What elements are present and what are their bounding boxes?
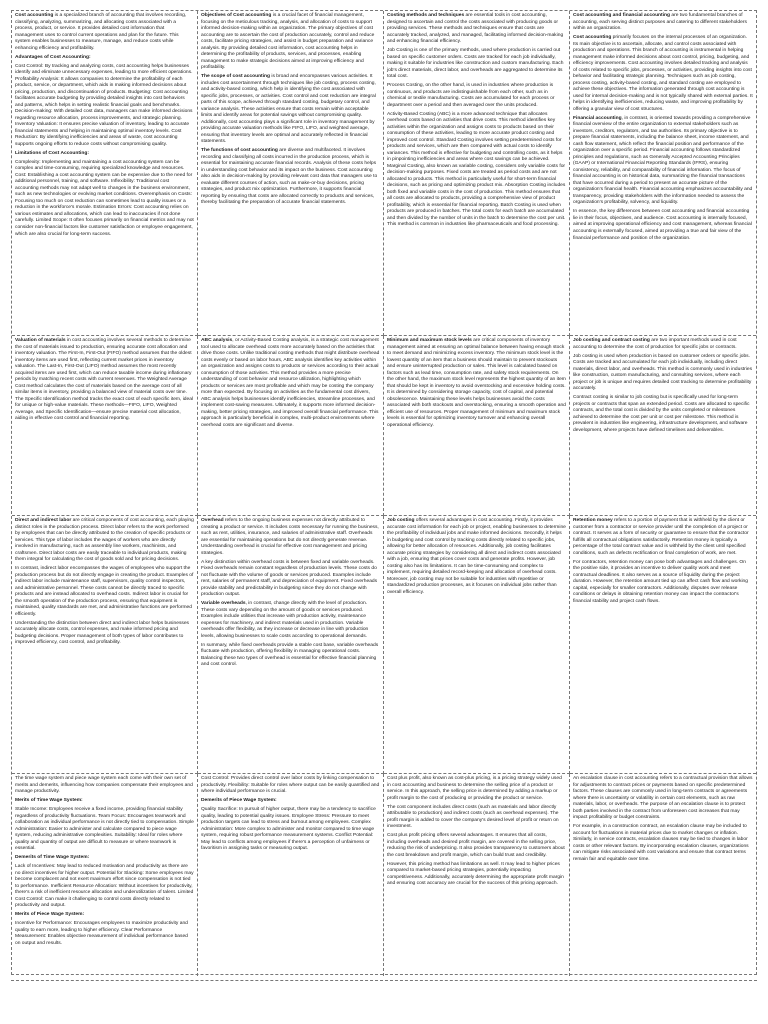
note-paragraph [15, 13, 194, 52]
note-paragraph [201, 74, 380, 146]
note-text: are critical components of cost accounting, each playing distinct roles in the production process. Direct labor refers to the work performed by employees that can be directly attributed to the creation of specific products or services. This type of labor includes the wages of workers who are directly involved in manufacturing, such as assembly line workers, machinists, and craftsmen. Direct labor costs are easily traceable to individual products, making them integral for calculating the cost of goods sold and for pricing decisions. [15, 518, 194, 563]
note-text: Cost plus profit pricing offers several advantages. It ensures that all costs, including overheads and desired profit margin, are covered in the selling price, reducing the risk of underpricing. It also provides transparency to customers about the cost breakdown and profit margin, which can build trust and credibility. [387, 833, 565, 858]
note-term: Cost accounting [15, 13, 54, 18]
note-paragraph [387, 83, 566, 109]
note-term: Cost accounting and financial accounting [573, 13, 671, 18]
note-paragraph [573, 116, 753, 207]
note-text: offers several advantages in cost accounting. Firstly, it provides accurate cost information for each job or project, enabling businesses to determine the profitability of individual jobs and make informed decisions. Secondly, it helps in budgeting and cost control by tracking costs directly related to specific jobs, allowing for better allocation of resources. Additionally, job costing facilitates accurate pricing strategies by considering all direct and indirect costs associated with a job, ensuring that prices cover costs and generate profits. However, job costing also has its limitations. It can be time-consuming and complex to implement, requiring detailed record-keeping and allocation of overhead costs. Moreover, job costing may not be suitable for industries with repetitive or standardized production processes, as it focuses on individual jobs rather than overall efficiency. [387, 518, 566, 595]
note-paragraph [201, 643, 380, 669]
notes-grid [12, 11, 756, 974]
note-paragraph [387, 338, 566, 429]
note-text: , or Activity-Based Costing analysis, is a strategic cost management tool used to allocate overhead costs more accurately based on the activities that drive those costs. Unlike traditional costing methods that might distribute overhead costs evenly or based on labor hours, ABC analysis identifies key activities within an organization and assigns costs to products or services according to their actual consumption of those activities. This method provides a more precise understanding of cost behavior and resource utilization, highlighting which products or services are most profitable and which may be costing the company more than expected. By focusing on activities as the fundamental cost drivers, ABC analysis helps businesses identify inefficiencies, streamline processes, and implement cost-saving measures. Ultimately, it supports more informed decision-making, better pricing strategies, and improved overall financial performance. This approach is particularly beneficial in complex, multi-product environments where overhead costs are significant and diverse. [201, 338, 380, 428]
note-paragraph [15, 855, 194, 862]
note-text: An escalation clause in cost accounting refers to a contractual provision that allows for adjustments to contract prices or payments based on specific predetermined factors. These clauses are commonly used in long-term contracts or agreements where there is uncertainty or volatility in certain cost elements, such as raw materials, labor, or overheads. The purpose of an escalation clause is to protect both parties involved in the contract from unforeseen cost increases that may impact profitability or budget constraints. [573, 776, 753, 821]
note-paragraph [573, 824, 753, 863]
note-cell [198, 516, 384, 774]
note-cell [12, 11, 198, 336]
note-term: Valuation of materials [15, 338, 66, 343]
note-paragraph [201, 338, 380, 429]
note-text: Cost plus profit, also known as cost-plus pricing, is a pricing strategy widely used in cost accounting and business to determine the selling price of a product or service. In this approach, the selling price is determined by adding a markup or profit margin to the cost of producing or providing the product or service. [387, 776, 562, 801]
note-paragraph [15, 798, 194, 805]
note-text: Understanding the distinction between direct and indirect labor helps businesses accurately allocate costs, control expenses, and make informed pricing and budgeting decisions. Proper management of both types of labor contributes to improved efficiency, cost control, and profitability. [15, 620, 189, 646]
note-cell [384, 11, 570, 336]
note-text: is a specialized branch of accounting that involves recording, classifying, analyzing, summarizing, and allocating costs associated with a process, product, or service. It provides detailed cost information that management uses to control current operations and plan for the future. This system enables businesses to measure, manage, and reduce costs while enhancing efficiency and profitability. [15, 13, 187, 51]
note-text: are two fundamental branches of accounting, each serving distinct purposes and catering to different stakeholders within an organization. [573, 13, 747, 32]
note-paragraph [15, 921, 194, 947]
note-text: are essential tools in cost accounting, designed to ascertain and control the costs associated with producing goods or providing services. These methods and techniques ensure that costs are accurately tracked, analyzed, and managed, facilitating informed decision-making and enhancing financial efficiency. [387, 13, 564, 45]
note-cell [384, 774, 570, 976]
note-cell [570, 516, 756, 774]
note-text: are two important methods used in cost accounting to determine the cost of production for specific jobs or contracts. [573, 338, 737, 350]
note-text: Incentive for Performance: Encourages employees to maximize productivity and quality to earn more, leading to higher efficiency. Clear Performance Measurement: Enables objective measurement of individual performance based on output and results. [15, 921, 188, 946]
note-paragraph [573, 338, 753, 351]
note-paragraph [15, 338, 194, 423]
note-text: The cost component includes direct costs (such as materials and labor directly attributable to production) and indirect costs (such as overhead expenses). The profit margin is added to cover the company's desired level of profit or return on investment. [387, 804, 559, 830]
note-text: Contract costing is similar to job costing but is specifically used for long-term projects or contracts that span an extended period. Costs are allocated to specific contracts, and the total cost is divided by the units completed or milestones achieved to determine the cost per unit or cost per milestone. This method is prevalent in industries like engineering, infrastructure development, and software development, where projects have defined timelines and deliverables. [573, 395, 750, 433]
note-text: Activity-Based Costing (ABC) is a more advanced technique that allocates overhead costs based on activities that drive costs. This method identifies key activities within the organization and assigns costs to products based on their consumption of these activities, leading to more accurate product costing and improved cost control. Standard Costing involves setting predetermined costs for products and services, which are then compared with actual costs to identify variances. This method is effective for budgeting and controlling costs, as it helps in pinpointing inefficiencies and areas where cost savings can be achieved. Marginal Costing, also known as variable costing, considers only variable costs for decision-making purposes. Fixed costs are treated as period costs and are not allocated to products. This method is particularly useful for short-term financial decisions, such as pricing and optimizing product mix. Absorption Costing includes both fixed and variable costs in the cost of production. This method ensures that all costs are allocated to products, providing a comprehensive view of product profitability, which is essential for financial reporting. Batch Costing is used when products are produced in batches. The total costs for each batch are accumulated and then divided by the number of units in the batch to determine the cost per unit. This method is common in industries like pharmaceuticals and food processing. [387, 111, 566, 228]
note-paragraph [15, 864, 194, 910]
note-paragraph [573, 354, 753, 393]
note-text: Job Costing is one of the primary methods, used where production is carried out based on specific customer orders. Costs are tracked for each job individually, making it suitable for industries like construction and custom manufacturing. Each job's direct materials, direct labor, and overheads are aggregated to determine its total cost. [387, 48, 564, 80]
note-paragraph [573, 776, 753, 822]
note-paragraph [573, 518, 753, 557]
note-paragraph [201, 776, 380, 796]
note-cell [198, 336, 384, 516]
note-term: Costing methods and techniques [387, 13, 465, 18]
note-cell [198, 774, 384, 976]
note-term: Merits of Piece Wage System: [15, 912, 85, 918]
note-paragraph [387, 112, 566, 229]
note-paragraph [201, 560, 380, 599]
note-paragraph [15, 621, 194, 647]
note-cell [198, 11, 384, 336]
note-paragraph [387, 518, 566, 596]
note-paragraph [201, 148, 380, 207]
note-term: Overhead [201, 518, 224, 523]
note-text: is broad and encompasses various activities. It includes cost ascertainment through techniques like job costing, process costing, and activity-based costing, which help in identifying the cost associated with specific jobs, processes, or activities. Cost control and cost reduction are integral parts of this scope, achieved through standard costing, budgetary control, and variance analysis. These activities ensure that costs remain within acceptable limits and identify areas for potential savings without compromising quality. Additionally, cost accounting plays a significant role in inventory management by providing accurate valuation methods like FIFO, LIFO, and weighted average, ensuring that inventory levels are optimal and accurately reflected in financial statements. [201, 74, 376, 145]
note-term: Cost accounting [573, 35, 612, 41]
note-paragraph [15, 776, 194, 796]
note-text: For example, in a construction contract, an escalation clause may be included to account for fluctuations in material prices due to market changes or inflation. Similarly, in service contracts, escalation clauses may be tied to changes in labor costs or other relevant factors. By incorporating escalation clauses, organizations can mitigate risks associated with cost variations and ensure that contract terms remain fair and equitable over time. [573, 824, 749, 862]
note-term: Direct and indirect labor [15, 518, 72, 523]
note-text: refers to a portion of payment that is withheld by the client or customer from a contractor or service provider until the completion of a project or contract. It serves as a form of security or guarantee to ensure that the contractor fulfills all contractual obligations satisfactorily. Retention money is typically a percentage of the total contract value and is withheld by the client until specified conditions, such as defects rectification or final completion of work, are met. [573, 518, 749, 556]
note-paragraph [15, 55, 194, 62]
note-term: Advantages of Cost Accounting: [15, 54, 91, 60]
note-paragraph [387, 48, 566, 81]
note-text: Cost Control: Provides direct control over labor costs by linking compensation to productivity. Flexibility: Suitable for roles where output can be easily quantified and where individual performance is crucial. [201, 776, 380, 795]
note-term: Demerits of Time Wage System: [15, 855, 90, 861]
note-paragraph [15, 566, 194, 618]
note-paragraph [15, 160, 194, 238]
note-term: Financial accounting [573, 115, 622, 121]
note-paragraph [201, 798, 380, 805]
note-term: The scope of cost accounting [201, 74, 271, 80]
note-term: The functions of cost accounting [201, 148, 278, 154]
note-paragraph [15, 912, 194, 919]
bottom-divider [11, 980, 757, 981]
note-paragraph [387, 13, 566, 46]
note-text: is a crucial facet of financial management, focusing on the meticulous tracking, analysis, and allocation of costs to support informed decision-making within an organization. The primary objectives of cost accounting are to ascertain the cost of production accurately, control and reduce costs, facilitate pricing strategies, and assist in budget preparation and variance analysis. By providing detailed cost information, cost accounting helps in determining the profitability of products, services, and processes, enabling management to make strategic decisions aimed at improving efficiency and profitability. [201, 13, 375, 71]
note-text: For contractors, retention money can pose both advantages and challenges. On the positive side, it provides an incentive to deliver quality work and meet contractual deadlines. It also serves as a source of liquidity during the project duration. However, the retention amount tied up can affect cash flow and working capital, especially for smaller contractors. Additionally, disputes over release conditions or delays in obtaining retention money can impact the contractor's financial stability and project cash flows. [573, 559, 748, 604]
note-text: Job costing is used when production is based on customer orders or specific jobs. Costs are tracked and accumulated for each job individually, including direct materials, direct labor, and overheads. This method is commonly used in industries like construction, custom manufacturing, and consulting services, where each project or job is unique and requires detailed cost tracking to determine profitability accurately. [573, 353, 753, 392]
note-text: A key distinction within overhead costs is between fixed and variable overheads. Fixed overheads remain constant regardless of production levels. These costs do not fluctuate with the volume of goods or services produced. Examples include rent, salaries of permanent staff, and depreciation of equipment. Fixed overheads provide stability and predictability in budgeting since they do not change with production output. [201, 559, 378, 598]
note-paragraph [387, 776, 566, 802]
note-term: Objectives of Cost accounting [201, 13, 272, 18]
note-text: Complexity: Implementing and maintaining a cost accounting system can be complex and time-consuming, requiring specialized knowledge and resources. Cost: Establishing a cost accounting system can be expensive due to the need for additional personnel, training, and software. Inflexibility: Traditional cost accounting methods may not adapt well to changes in the business environment, such as new technologies or evolving market conditions. Overemphasis on Costs: Focusing too much on cost reduction can sometimes lead to quality issues or a reduction in the workforce's morale. Estimation Errors: Cost accounting relies on various estimates and allocations, which can lead to inaccuracies if not done carefully. Limited Scope: It often focuses primarily on financial metrics and may not consider non-financial factors like customer satisfaction or employee engagement, which are also crucial for long-term success. [15, 159, 194, 237]
note-text: Stable Income: Employees receive a fixed income, providing financial stability regardless of productivity fluctuations. Team Focus: Encourages teamwork and collaboration as individual performance is not directly tied to compensation. Simple Administration: Easier to administer and calculate compared to piece wage system, reducing administrative complexities. Suitability: Ideal for roles where quality and quantity of output are difficult to measure or where teamwork is essential. [15, 807, 194, 852]
note-cell [12, 516, 198, 774]
note-text: Process Costing, on the other hand, is used in industries where production is continuous, and products are indistinguishable from each other, such as in chemical or textile manufacturing. Costs are accumulated for each process or department over a period and then averaged over the units produced. [387, 83, 555, 108]
note-text: refers to the ongoing business expenses not directly attributed to creating a product or service. It includes costs necessary for running the business, such as rent, utilities, insurance, and salaries of administrative staff. Overheads are essential for maintaining operations but do not directly generate revenue. Understanding overhead is crucial for effective cost management and pricing strategies. [201, 518, 379, 556]
note-paragraph [387, 833, 566, 859]
note-paragraph [387, 805, 566, 831]
note-term: Retention money [573, 518, 613, 523]
note-term: Minimum and maximum stock levels [387, 338, 472, 343]
note-text: In summary, while fixed overheads provide a stable cost base, variable overheads fluctuate with production, offering flexibility in managing operational costs. Balancing these two types of overhead is essential for effective financial planning and cost control. [201, 642, 379, 668]
note-cell [12, 336, 198, 516]
note-paragraph [201, 13, 380, 72]
note-text: Lack of Incentives: May lead to reduced motivation and productivity as there are no direct incentives for higher output. Potential for Slacking: Some employees may become complacent and not exert maximum effort since compensation is not tied to performance. Inefficient Resource Allocation: Without incentives for productivity, there's a risk of inefficient resource allocation and underutilization of talent. Limited Cost Control: Can make it challenging to control costs directly related to productivity and output. [15, 864, 194, 909]
note-text: , in contrast, is oriented towards providing a comprehensive financial overview of the entire organization to external stakeholders such as investors, creditors, regulators, and tax authorities. Its primary objective is to prepare financial statements, including the balance sheet, income statement, and cash flow statement, which reflect the financial position and performance of the organization over a specific period. Financial accounting follows standardized principles and regulations, such as Generally Accepted Accounting Principles (GAAP) or International Financial Reporting Standards (IFRS), ensuring consistency, reliability, and comparability of financial information. The focus of financial accounting is on historical data, summarizing the financial transactions that have occurred during a period to present an accurate picture of the organization's financial health. Financial accounting emphasizes accountability and transparency, providing stakeholders with the information needed to assess the organization's profitability, solvency, and liquidity. [573, 115, 753, 206]
note-term: Job costing [387, 518, 415, 523]
note-paragraph [15, 807, 194, 853]
note-text: , in contrast, change directly with the level of production. These costs vary depending on the amount of goods or services produced. Examples include utilities that increase with production activity, maintenance expenses for machinery, and indirect materials used in production. Variable overheads offer flexibility, as they increase or decrease in line with production levels, allowing businesses to scale costs according to operational demands. [201, 601, 369, 639]
note-paragraph [201, 601, 380, 640]
note-paragraph [387, 862, 566, 888]
note-cell [570, 11, 756, 336]
note-paragraph [201, 518, 380, 557]
note-term: Demerits of Piece Wage System: [201, 798, 277, 804]
note-text: In contrast, indirect labor encompasses the wages of employees who support the production process but do not directly engage in creating the product. Examples of indirect labor include maintenance staff, supervisors, quality control inspectors, and administrative personnel. These costs cannot be directly traced to specific products and are instead allocated to overhead costs. Indirect labor is crucial for the smooth operation of the production process, ensuring that equipment is maintained, quality standards are met, and administrative functions are performed efficiently. [15, 566, 194, 617]
note-text: in cost accounting involves several methods to determine the cost of materials issued to production, ensuring accurate cost allocation and inventory valuation. The First-In, First-Out (FIFO) method assumes that the oldest inventory items are used first, reflecting current market prices in inventory valuation. The Last-In, First-Out (LIFO) method assumes the most recently acquired items are used first, which can reduce taxable income during inflationary periods by matching recent costs with current revenues. The Weighted Average Cost method calculates the cost of materials based on the average cost of all similar items in inventory, providing a balanced view of material costs over time. The Specific Identification method tracks the exact cost of each specific item, ideal for unique or high-value materials. These methods—FIFO, LIFO, Weighted Average, and Specific Identification—ensure precise material cost allocation, aiding in effective cost control and financial reporting. [15, 338, 194, 422]
note-text: In essence, the key differences between cost accounting and financial accounting lie in their focus, objectives, and audience. Cost accounting is internally focused, aimed at improving operational efficiency and cost management, whereas financial accounting is externally focused, aimed at providing a true and fair view of the financial performance and position of the organization. [573, 209, 752, 241]
note-paragraph [573, 209, 753, 242]
note-text: are critical components of inventory management aimed at ensuring an optimal balance between having enough stock to meet demand and minimizing excess inventory. The minimum stock level is the lowest quantity of an item that a business should maintain to prevent stockouts and ensure uninterrupted production or sales. This level is calculated based on factors such as lead time, consumption rate, and safety stock requirements. On the other hand, the maximum stock level represents the highest quantity of an item that should be kept in inventory to avoid overstocking and excessive holding costs. It is determined by considering storage capacity, cost of capital, and potential obsolescence. Maintaining these levels helps businesses avoid the costs associated with both stockouts and overstocking, ensuring a smooth operation and efficient use of resources. Proper management of minimum and maximum stock levels is essential for optimizing inventory turnover and enhancing overall operational efficiency. [387, 338, 566, 428]
note-text: are diverse and multifaceted. It involves recording and classifying all costs incurred in the production process, which is essential for maintaining accurate financial records. Analysis of these costs helps in understanding cost behavior and its impact on the business. Cost accounting also aids in decision-making by providing relevant cost data that managers use to evaluate different courses of action, such as make-or-buy decisions, pricing strategies, and product mix optimization. Furthermore, it supports financial reporting by ensuring that costs are allocated correctly to products and services, thereby facilitating the preparation of accurate financial statements. [201, 148, 378, 206]
note-paragraph [15, 151, 194, 158]
note-term: Variable overheads [201, 601, 246, 607]
note-text: Cost Control: By tracking and analyzing costs, cost accounting helps businesses identify and eliminate unnecessary expenses, leading to more efficient operations. Profitability Analysis: It allows companies to determine the profitability of each product, service, or department, which aids in making informed decisions about pricing, production, and discontinuation of products. Budgeting: Cost accounting facilitates accurate budgeting by providing detailed insights into cost behaviors and patterns, which helps in setting realistic financial goals and benchmarks. Decision-making: With detailed cost data, managers can make informed decisions regarding resource allocation, process improvements, and strategic planning. Inventory Valuation: It ensures precise valuation of inventory, leading to accurate financial statements and helping in maintaining optimal inventory levels. Cost Reduction: By identifying inefficiencies and areas of waste, cost accounting supports ongoing efforts to reduce costs without compromising quality. [15, 63, 193, 147]
note-paragraph [201, 807, 380, 853]
note-paragraph [573, 395, 753, 434]
note-text: However, this pricing method has limitations as well. It may lead to higher prices compared to market-based pricing strategies, potentially impacting competitiveness. Additionally, accurately determining the appropriate profit margin and ensuring cost accuracy are crucial for the success of this pricing approach. [387, 861, 564, 887]
note-text: The time wage system and piece wage system each come with their own set of merits and demerits, influencing how companies compensate their employees and manage productivity. [15, 776, 193, 795]
note-cell [384, 336, 570, 516]
note-paragraph [573, 35, 753, 113]
note-term: ABC analysis [201, 338, 233, 343]
note-term: Merits of Time Wage System: [15, 798, 83, 804]
note-term: Limitations of Cost Accounting: [15, 150, 89, 156]
note-cell [570, 774, 756, 976]
note-paragraph [573, 13, 753, 33]
note-text: Quality Sacrifice: In pursuit of higher output, there may be a tendency to sacrifice quality, leading to potential quality issues. Employee Stress: Pressure to meet production targets can lead to stress and burnout among employees. Complex Administration: More complex to administer and monitor compared to time wage system, requiring robust performance measurement systems. Conflict Potential: May lead to conflicts among employees if there's a perception of unfairness or favoritism in assigning tasks or measuring output. [201, 807, 376, 852]
note-paragraph [15, 64, 194, 149]
note-paragraph [15, 518, 194, 564]
note-term: Job costing and contract costing [573, 338, 650, 343]
note-text: primarily focuses on the internal processes of an organization. Its main objective is to ascertain, allocate, and control costs associated with production and operations. This branch of accounting is instrumental in helping management make informed decisions about cost control, pricing, budgeting, and efficiency improvements. Cost accounting involves detailed tracking and analysis of costs related to specific jobs, processes, or activities, providing insights into cost behavior and facilitating strategic planning. Techniques such as job costing, process costing, activity-based costing, and standard costing are employed to achieve these objectives. The information generated through cost accounting is used for internal decision-making and is not typically shared with external parties. It helps in identifying inefficiencies, reducing waste, and improving profitability by offering a granular view of cost structures. [573, 35, 753, 112]
note-paragraph [573, 560, 753, 606]
note-cell [12, 774, 198, 976]
notes-sheet [11, 10, 757, 975]
note-cell [570, 336, 756, 516]
note-cell [384, 516, 570, 774]
